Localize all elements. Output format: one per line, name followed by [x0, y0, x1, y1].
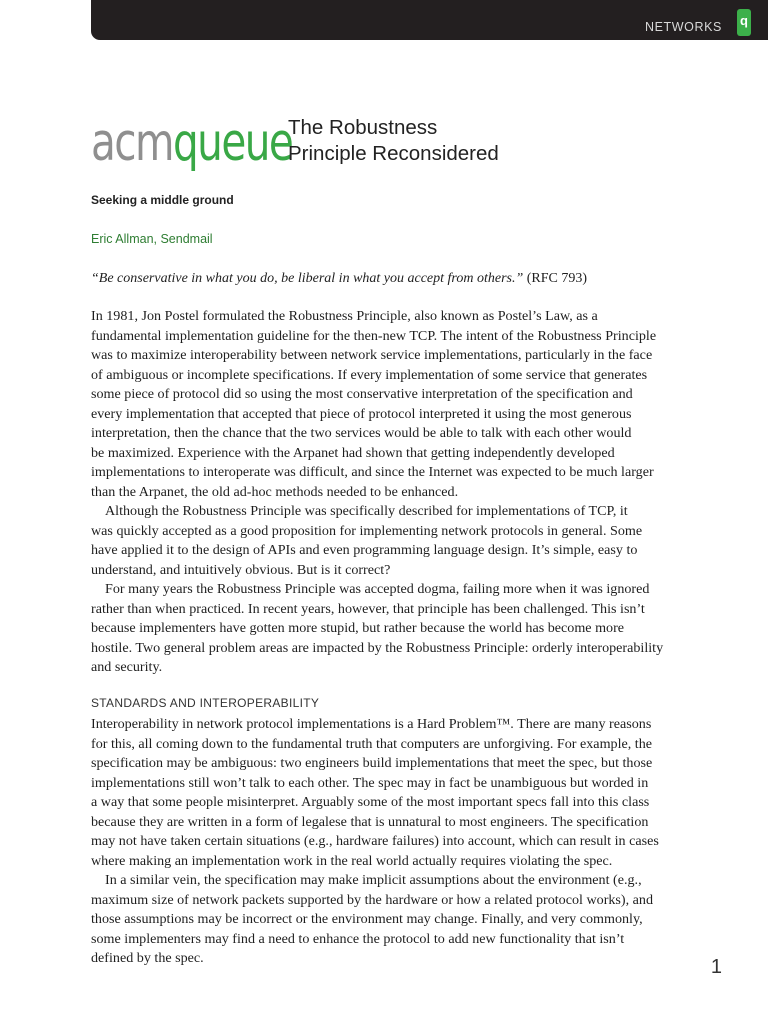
text-line: of ambiguous or incomplete specifications. If every implementation of some service that generates: [91, 366, 648, 383]
section-heading: STANDARDS AND INTEROPERABILITY: [91, 696, 320, 710]
text-line: interpretation, then the chance that the two services would be able to talk with each other would: [91, 425, 632, 441]
acmqueue-logo: [91, 108, 292, 178]
text-line: implementations to interoperate was difficult, and since the Internet was expected to be much larger: [91, 464, 654, 480]
text-line: those assumptions may be incorrect or the environment may change. Finally, and very commonly,: [91, 911, 643, 927]
text-line: because implementers have gotten more stupid, but rather because the world has become more: [91, 620, 625, 636]
text-line: hostile. Two general problem areas are impacted by the Robustness Principle: orderly interoperability: [91, 639, 664, 656]
paragraph: [91, 307, 677, 502]
paragraph: [91, 871, 677, 969]
text-line: where making an implementation work in the real world actually requires violating the spec.: [91, 852, 613, 869]
section-body: [91, 715, 677, 969]
title-line-1: The Robustness: [288, 116, 438, 139]
paragraph: [91, 715, 677, 871]
page-number: 1: [710, 956, 722, 978]
text-line: Although the Robustness Principle was specifically described for implementations of TCP, it: [105, 503, 628, 519]
text-line: was to maximize interoperability between network service implementations, particularly in the face: [91, 347, 653, 363]
text-line: some implementers may find a need to enhance the protocol to add new functionality that isn’t: [91, 930, 625, 947]
title-line-2: Principle Reconsidered: [288, 142, 499, 165]
quote-reference: (RFC 793): [523, 271, 588, 286]
text-line: fundamental implementation guideline for the then-new TCP. The intent of the Robustness Principle: [91, 327, 657, 344]
epigraph-quote: [91, 269, 587, 288]
text-line: implementations still won’t talk to each other. The spec may in fact be unambiguous but worded in: [91, 774, 649, 791]
text-line: than the Arpanet, the old ad-hoc methods needed to be enhanced.: [91, 483, 459, 500]
text-line: Interoperability in network protocol implementations is a Hard Problem™. There are many reasons: [91, 716, 652, 732]
text-line: rather than when practiced. In recent years, however, that principle has been challenged. This isn’t: [91, 600, 645, 617]
text-line: was quickly accepted as a good proposition for implementing network protocols in general. Some: [91, 522, 643, 539]
logo-queue: queue: [172, 113, 293, 173]
section-label: NETWORKS: [644, 20, 722, 34]
text-line: may not have taken certain situations (e.g., hardware failures) into account, which can result in cases: [91, 833, 659, 849]
article-subtitle: Seeking a middle ground: [91, 193, 234, 207]
quote-text: “Be conservative in what you do, be liberal in what you accept from others.”: [91, 271, 524, 286]
paragraph: [91, 502, 677, 580]
text-line: In a similar vein, the specification may make implicit assumptions about the environment (e.g.,: [105, 872, 642, 888]
article-title: [288, 115, 499, 167]
text-line: a way that some people misinterpret. Arguably some of the most important specs fall into this class: [91, 794, 650, 810]
text-line: have applied it to the design of APIs and even programming language design. It’s simple, easy to: [91, 542, 638, 558]
text-line: and security.: [91, 659, 163, 675]
article-author: Eric Allman, Sendmail: [91, 232, 213, 246]
text-line: for this, all coming down to the fundamental truth that computers are unforgiving. For example, the: [91, 735, 653, 752]
intro-body: [91, 307, 677, 678]
logo-acm: acm: [91, 113, 173, 173]
paragraph: [91, 580, 677, 678]
text-line: specification may be ambiguous: two engineers build implementations that meet the spec, but those: [91, 755, 653, 771]
top-header-bar: [91, 0, 768, 40]
text-line: because they are written in a form of legalese that is unnatural to most engineers. The specification: [91, 813, 649, 830]
text-line: understand, and intuitively obvious. But is it correct?: [91, 561, 391, 578]
text-line: defined by the spec.: [91, 950, 204, 966]
text-line: every implementation that accepted that piece of protocol interpreted it using the most generous: [91, 405, 632, 422]
text-line: maximum size of network packets supported by the hardware or how a related protocol works), and: [91, 891, 654, 908]
text-line: be maximized. Experience with the Arpanet had shown that getting independently developed: [91, 444, 615, 461]
text-line: In 1981, Jon Postel formulated the Robustness Principle, also known as Postel’s Law, as a: [91, 308, 598, 324]
text-line: For many years the Robustness Principle was accepted dogma, failing more when it was ignored: [105, 581, 650, 597]
queue-badge-icon: [737, 9, 751, 36]
queue-badge-letter: q: [740, 13, 748, 28]
text-line: some piece of protocol did so using the most conservative interpretation of the specification and: [91, 386, 633, 402]
